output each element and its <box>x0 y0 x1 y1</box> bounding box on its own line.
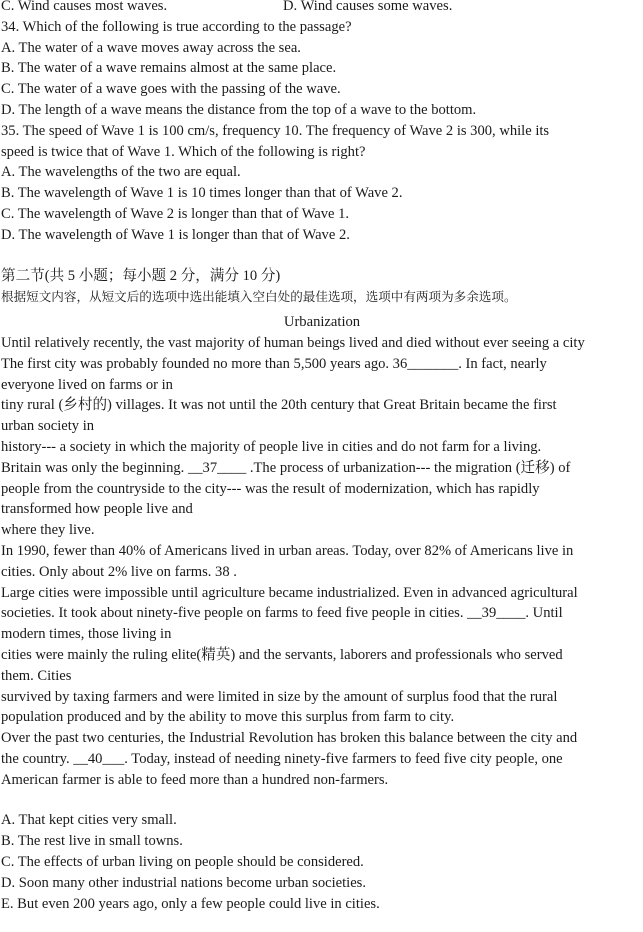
passage-line: cities. Only about 2% live on farms. 38 . <box>1 563 237 580</box>
q33-options-row <box>1 0 643 17</box>
passage-line: societies. It took about ninety-five people on farms to feed five people in cities. __39____. Until <box>1 605 563 622</box>
q35-option-c: C. The wavelength of Wave 2 is longer than that of Wave 1. <box>1 205 350 222</box>
spacer <box>1 790 643 810</box>
q35-option-a: A. The wavelengths of the two are equal. <box>1 164 241 181</box>
passage-line: Large cities were impossible until agriculture became industrialized. Even in advanced agricultural <box>1 584 578 601</box>
passage-line: tiny rural (乡村的) villages. It was not until the 20th century that Great Britain became the first <box>1 397 557 414</box>
passage-line: modern times, those living in <box>1 626 172 643</box>
passage-line: Over the past two centuries, the Industrial Revolution has broken this balance between the city and <box>1 730 578 747</box>
q34-option-c: C. The water of a wave goes with the passing of the wave. <box>1 81 341 98</box>
passage-line: where they live. <box>1 522 95 539</box>
q35-stem-line2: speed is twice that of Wave 1. Which of the following is right? <box>1 143 366 160</box>
q34-option-a: A. The water of a wave moves away across the sea. <box>1 39 301 56</box>
q33-option-c: C. Wind causes most waves. <box>1 0 168 14</box>
passage-title: Urbanization <box>283 314 361 331</box>
passage-line: them. Cities <box>1 667 72 684</box>
passage-line: The first city was probably founded no more than 5,500 years ago. 36_______. In fact, nearly <box>1 355 547 372</box>
choice-a: A. That kept cities very small. <box>1 812 177 829</box>
choice-d: D. Soon many other industrial nations become urban societies. <box>1 874 366 891</box>
q34-option-b: B. The water of a wave remains almost at the same place. <box>1 60 337 77</box>
passage-line: Until relatively recently, the vast majority of human beings lived and died without ever seeing a city <box>1 334 585 351</box>
q33-option-d: D. Wind causes some waves. <box>283 0 453 14</box>
passage-line: history--- a society in which the majority of people live in cities and do not farm for a living. <box>1 438 542 455</box>
section-title: 第二节(共 5 小题；每小题 2 分，满分 10 分) <box>1 267 281 284</box>
passage-line: everyone lived on farms or in <box>1 376 173 393</box>
section-instruction: 根据短文内容，从短文后的选项中选出能填入空白处的最佳选项，选项中有两项为多余选项。 <box>1 290 517 305</box>
passage-line: American farmer is able to feed more than a hundred non-farmers. <box>1 771 389 788</box>
passage-line: urban society in <box>1 418 95 435</box>
passage-line: survived by taxing farmers and were limited in size by the amount of surplus food that the rural <box>1 688 558 705</box>
q34-stem: 34. Which of the following is true according to the passage? <box>1 18 352 35</box>
answer-choices <box>1 810 643 914</box>
passage-line: people from the countryside to the city--- was the result of modernization, which has rapidly <box>1 480 540 497</box>
q35-option-d: D. The wavelength of Wave 1 is longer than that of Wave 2. <box>1 226 350 243</box>
choice-c: C. The effects of urban living on people should be considered. <box>1 854 364 871</box>
q34-option-d: D. The length of a wave means the distance from the top of a wave to the bottom. <box>1 101 477 118</box>
passage-line: transformed how people live and <box>1 501 193 518</box>
q35-option-b: B. The wavelength of Wave 1 is 10 times longer than that of Wave 2. <box>1 185 403 202</box>
passage-line: the country. __40___. Today, instead of needing ninety-five farmers to feed five city people, one <box>1 750 563 767</box>
q35-stem-line1: 35. The speed of Wave 1 is 100 cm/s, frequency 10. The frequency of Wave 2 is 300, while its <box>1 122 550 139</box>
passage-line: Britain was only the beginning. __37____ .The process of urbanization--- the migration (迁移) of <box>1 459 571 476</box>
passage-line: In 1990, fewer than 40% of Americans lived in urban areas. Today, over 82% of Americans live in <box>1 542 574 559</box>
choice-b: B. The rest live in small towns. <box>1 833 183 850</box>
passage-line: cities were mainly the ruling elite(精英) and the servants, laborers and professionals who served <box>1 646 563 663</box>
passage-line: population produced and by the ability to move this surplus from farm to city. <box>1 709 455 726</box>
passage-body <box>1 333 643 791</box>
choice-e: E. But even 200 years ago, only a few people could live in cities. <box>1 895 380 912</box>
